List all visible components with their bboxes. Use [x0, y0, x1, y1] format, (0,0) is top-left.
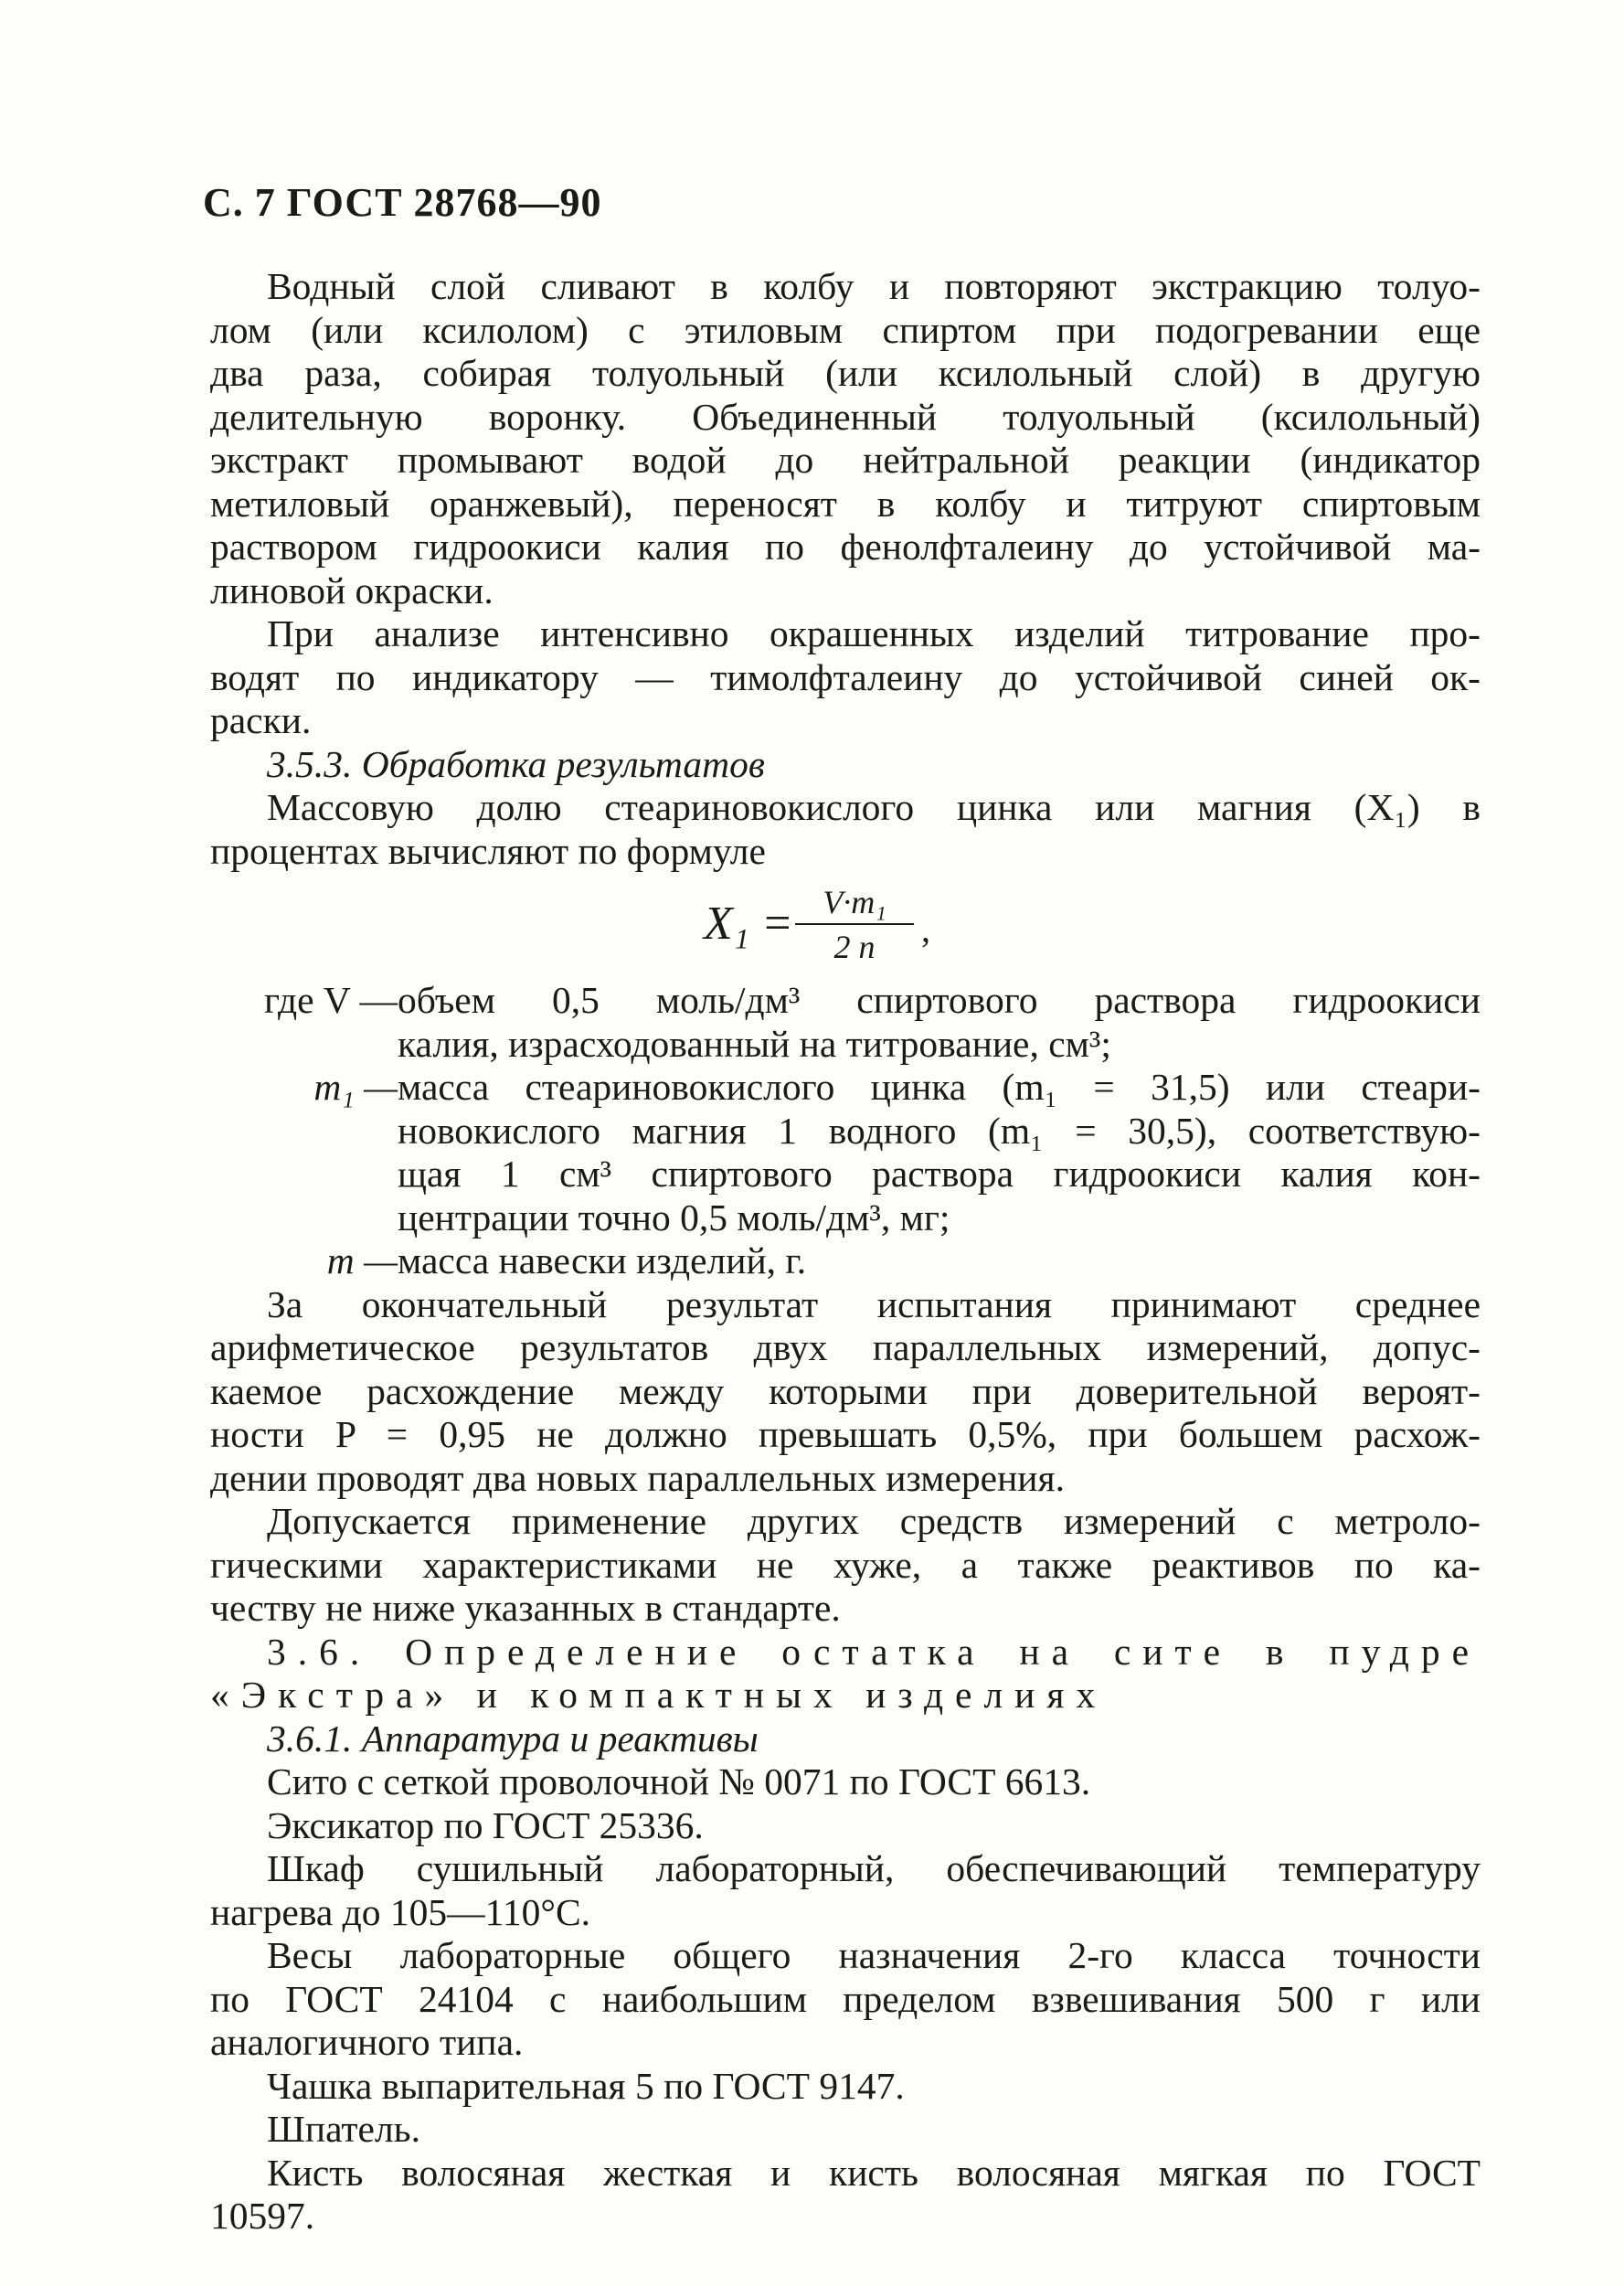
section-heading: «Экстра» и компактных изделиях — [210, 1674, 1108, 1716]
paragraph-line: раствором гидроокиси калия по фенолфталеину до устойчивой ма- — [210, 526, 1481, 568]
equipment-item: Сито с сеткой проволочной № 0071 по ГОСТ 6613. — [267, 1760, 1091, 1802]
formula-denominator: 2 n — [833, 929, 876, 965]
definition-symbol: m — — [326, 1239, 398, 1281]
paragraph-line: Допускается применение других средств измерений с метроло- — [267, 1500, 1481, 1542]
definition-line: масса навески изделий, г. — [398, 1239, 807, 1281]
definition-line: калия, израсходованный на титрование, см³; — [398, 1022, 1111, 1065]
document-body — [210, 265, 1481, 2238]
definition-line: масса стеариновокислого цинка (m₁ = 31,5) или стеари- — [398, 1066, 1481, 1108]
equipment-item: нагрева до 105—110°С. — [210, 1890, 591, 1933]
page-header: С. 7 ГОСТ 28768—90 — [203, 180, 602, 225]
paragraph-line: линовой окраски. — [210, 569, 494, 611]
equipment-item: Шпатель. — [267, 2108, 420, 2150]
equipment-item: Эксикатор по ГОСТ 25336. — [267, 1803, 704, 1846]
fraction-bar — [795, 923, 914, 925]
paragraph-line: дении проводят два новых параллельных измерения. — [210, 1456, 1065, 1499]
equipment-item: Кисть волосяная жесткая и кисть волосяная мягкая по ГОСТ — [267, 2151, 1481, 2194]
formula-fraction — [795, 884, 914, 965]
definition-text — [398, 979, 1481, 1066]
definition-symbol: где V — — [264, 979, 398, 1021]
definition-line: щая 1 см³ спиртового раствора гидроокиси калия кон- — [398, 1153, 1481, 1195]
paragraph-line: арифметическое результатов двух параллельных измерений, допус- — [210, 1326, 1481, 1368]
definition-item — [210, 1066, 1481, 1239]
equipment-item: Шкаф сушильный лабораторный, обеспечивающий температуру — [267, 1847, 1481, 1889]
paragraph-line: За окончательный результат испытания принимают среднее — [267, 1282, 1481, 1325]
formula-trailing: , — [921, 909, 930, 950]
definition-item — [210, 1239, 1481, 1283]
section-heading: 3.5.3. Обработка результатов — [267, 742, 765, 785]
definition-text — [398, 1066, 1481, 1239]
formula-lhs: X₁ = — [704, 898, 793, 950]
section-heading: 3.6.1. Аппаратура и реактивы — [267, 1717, 759, 1760]
definition-line: новокислого магния 1 водного (m₁ = 30,5), соответствую- — [398, 1109, 1481, 1152]
paragraph-line: два раза, собирая толуольный (или ксилольный слой) в другую — [210, 352, 1481, 394]
paragraph-line: раски. — [210, 699, 312, 741]
definition-list — [210, 979, 1481, 1283]
paragraph-line: каемое расхождение между которыми при доверительной вероят- — [210, 1369, 1481, 1412]
definition-line: центрации точно 0,5 моль/дм³, мг; — [398, 1196, 950, 1239]
paragraph-line: делительную воронку. Объединенный толуольный (ксилольный) — [210, 395, 1481, 438]
equipment-item: 10597. — [210, 2195, 315, 2237]
section-heading: 3.6. Определение остатка на сите в пудре — [267, 1630, 1481, 1673]
paragraph-line: ности P = 0,95 не должно превышать 0,5%, при большем расхож- — [210, 1413, 1481, 1455]
paragraph-line: Массовую долю стеариновокислого цинка или магния (X₁) в — [267, 786, 1481, 828]
equipment-item: по ГОСТ 24104 с наибольшим пределом взвешивания 500 г или — [210, 1977, 1481, 2020]
paragraph-line: Водный слой сливают в колбу и повторяют экстракцию толуо- — [267, 265, 1481, 307]
equipment-item: Весы лабораторные общего назначения 2-го класса точности — [267, 1934, 1481, 1976]
definition-symbol: m₁ — — [313, 1066, 398, 1108]
definition-text — [398, 1239, 1481, 1283]
paragraph-line: экстракт промывают водой до нейтральной реакции (индикатор — [210, 439, 1481, 481]
paragraph-line: честву не ниже указанных в стандарте. — [210, 1587, 841, 1629]
equipment-item: Чашка выпарительная 5 по ГОСТ 9147. — [267, 2064, 905, 2107]
equipment-item: аналогичного типа. — [210, 2021, 524, 2063]
paragraph-line: водят по индикатору — тимолфталеину до устойчивой синей ок- — [210, 655, 1481, 698]
formula-numerator: V·m₁ — [823, 884, 886, 920]
definition-item — [210, 979, 1481, 1066]
paragraph-line: лом (или ксилолом) с этиловым спиртом при подогревании еще — [210, 308, 1481, 351]
definition-line: объем 0,5 моль/дм³ спиртового раствора гидроокиси — [398, 979, 1481, 1021]
paragraph-line: метиловый оранжевый), переносят в колбу и титруют спиртовым — [210, 482, 1481, 525]
paragraph-line: гическими характеристиками не хуже, а также реактивов по ка- — [210, 1543, 1481, 1586]
paragraph-line: При анализе интенсивно окрашенных изделий титрование про- — [267, 612, 1481, 654]
paragraph-line: процентах вычисляют по формуле — [210, 829, 766, 872]
formula — [210, 884, 1481, 973]
